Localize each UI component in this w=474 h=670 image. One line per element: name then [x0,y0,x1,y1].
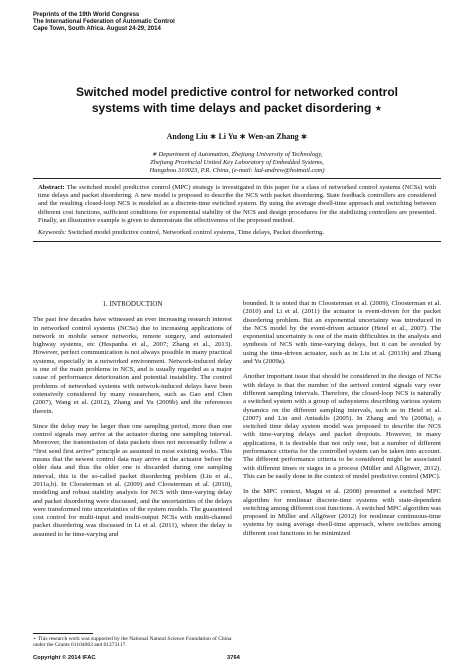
paragraph: bounded. It is noted that in Cloosterman et al. (2009), Cloosterman et al. (2010) and Li et al. (2011) the actuator is event-driven for the packet disordering problem. But an exponential uncertainty was introduced in the NCS model by the event-driven actuator (Hetel et al., 2007). The exponential uncertainty is one of the main difficulties in the analysis and synthesis of NCS with time-varying delays, but it can be avoided by using the time-driven actuator, such as in Liu et al. (2011b) and Zhang and Yu (2009a). [243,300,441,366]
paragraph: Since the delay may be larger than one sampling period, more than one control signals may arrive at the actuator during one sampling interval. Moreover, the transmission of data packets does not necessarily follow a “first send first arrive” principle as assumed in most existing works. This means that the newest control data may arrive at the actuator before the older data and thus the older one is discarded during one sampling interval, this is the so-called packet disordering problem (Liu et al., 2011a,b). In Cloosterman et al. (2009) and Cloosterman et al. (2010), modeling and robust stability analysis for NCS with time-varying delay and packet disordering were discussed, and the uncertainties of the delays were transformed into uncertainties of the system models. The guaranteed cost control for multi-input and multi-output NCSs with multi-channel packet disordering was discussed in Li et al. (2011), where the delay is assumed to be time-varying and [33,422,232,538]
abstract [33,184,441,225]
keywords-label: Keywords: [38,229,67,237]
left-column [33,300,232,546]
keywords [33,225,441,237]
header-line-1: Preprints of the 19th World Congress [33,12,140,18]
affiliation-line-2: Zhejiang Provincial United Key Laboratory of Embedded Systems, [150,159,324,166]
paragraph: In the MPC context, Magni et al. (2008) presented a switched MPC algorithm for nonlinear discrete-time systems with state-dependent switching among different cost functions. A switched MPC algorithm was proposed in Müller and Allgöwer (2012) for nonlinear continuous-time systems by using average dwell-time approach, where switches among different cost functions to be minimized [243,488,441,537]
keywords-text: Switched model predictive control, Networked control systems, Time delays, Packet disordering. [66,229,324,237]
conference-header [33,12,175,33]
header-line-3: Cape Town, South Africa. August 24-29, 2014 [33,26,161,32]
footnote-divider [33,633,93,634]
author-list: Andong Liu ∗ Li Yu ∗ Wen-an Zhang ∗ [166,132,308,141]
copyright-notice: Copyright © 2014 IFAC [33,655,96,661]
right-column [243,300,441,545]
affiliation-line-1: ∗ Department of Automation, Zhejiang University of Technology, [151,151,323,158]
affiliation-line-3: Hangzhou 310023, P.R. China, (e-mail: lad-andrew@hotmail.com) [149,167,325,174]
section-heading-introduction: 1. INTRODUCTION [102,300,163,308]
page-number: 3764 [227,655,240,661]
affiliation [60,151,414,175]
paper-title: Switched model predictive control for networked control systems with time delays and packet disordering ⋆ [75,85,399,115]
paragraph: Another important issue that should be considered in the design of NCSs with delays is that the number of the arrived control signals vary over different sampling intervals. Therefore, the closed-loop NCS is naturally a switched system with a group of subsystems describing various system dynamics on the different sampling intervals, such as in Hetel et al. (2007) and Lin and Antsaklis (2005). In Zhang and Yu (2009a), a switched time delay system model was proposed to describe the NCS with time-varying delays and packet dropouts. However, in many applications, it is desirable that not only one, but a number of different performance criteria for the controlled system can be taken into account. The different performance criteria to be considered might be associated with different times or stages in a process (Müller and Allgöwer, 2012). This can be easily done in the context of model predictive control (MPC). [243,373,441,480]
abstract-label: Abstract: [38,184,65,191]
abstract-box [33,178,441,242]
abstract-text: The switched model predictive control (MPC) strategy is investigated in this paper for a class of networked control systems (NCSs) with time delays and packet disordering. A new model is proposed to describe the NCS with packet disordering. State feedback controllers are considered and the resulting closed-loop NCS is modeled as a discrete-time switched system. By using the average dwell-time approach and switching between different cost functions, sufficient conditions for exponential stability of the NCS and design procedures for the stabilizing controllers are presented. Finally, an illustrative example is given to demonstrate the effectiveness of the proposed method. [38,184,436,224]
footnote: ⋆ This research work was supported by the National Natural Science Foundation of China under the Grants 61104063 and 61273117. [33,636,232,649]
header-line-2: The International Federation of Automatic Control [33,19,175,25]
paragraph: The past few decades have witnessed an ever increasing research interest in networked control systems (NCSs) due to increasing applications of network in mobile sensor networks, remote surgery, and automated highway systems, etc (Hespanha et al., 2007; Zhang et al., 2013). However, perfect communication is not always possible in many practical systems, especially in a networked environment. Network-induced delay is one of the main problems in NCS, and is usually regarded as a major cause of performance deterioration and potential instability. The control problems of networked systems with network-induced delays have been extensively considered by many researchers, such as Gao and Chen (2007), Wang et al. (2012), Zhang and Yu (2009b) and the references therein. [33,316,232,415]
